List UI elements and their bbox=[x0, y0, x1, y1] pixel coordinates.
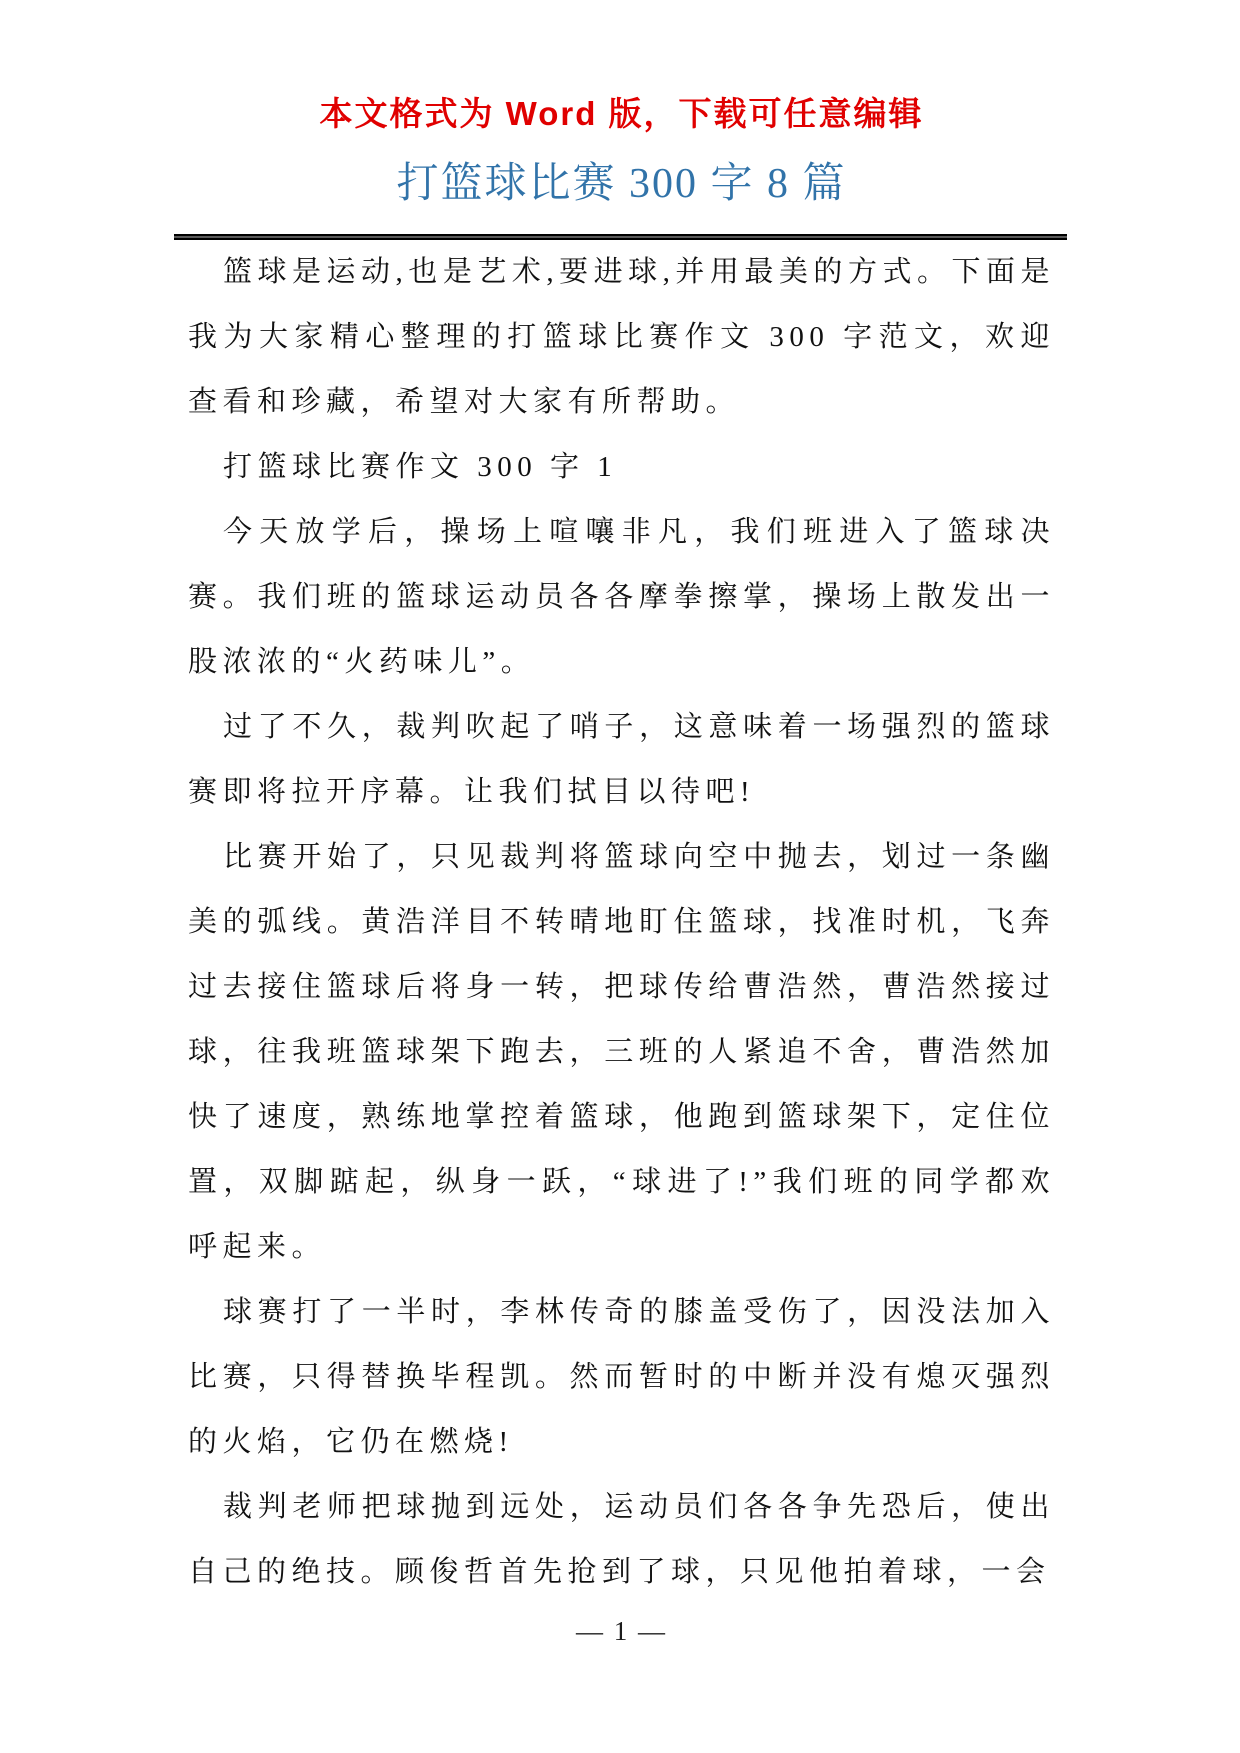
paragraph: 过了不久，裁判吹起了哨子，这意味着一场强烈的篮球赛即将拉开序幕。让我们拭目以待吧! bbox=[188, 711, 1055, 808]
paragraph: 裁判老师把球抛到远处，运动员们各各争先恐后，使出自己的绝技。顾俊哲首先抢到了球，只见他拍着球，一会 bbox=[188, 1491, 1055, 1588]
paragraph: 球赛打了一半时，李林传奇的膝盖受伤了，因没法加入比赛，只得替换毕程凯。然而暂时的中断并没有熄灭强烈的火焰，它仍在燃烧! bbox=[188, 1296, 1055, 1458]
paragraph: 比赛开始了，只见裁判将篮球向空中抛去，划过一条幽美的弧线。黄浩洋目不转晴地盯住篮球，找准时机，飞奔过去接住篮球后将身一转，把球传给曹浩然，曹浩然接过球，往我班篮球架下跑去，三班的人紧追不舍，曹浩然加快了速度，熟练地掌控着篮球，他跑到篮球架下，定住位置，双脚踮起，纵身一跃，“球进了!”我们班的同学都欢呼起来。 bbox=[188, 841, 1055, 1263]
page-number: — 1 — bbox=[576, 1616, 667, 1646]
page-title: 打篮球比赛 300 字 8 篇 bbox=[396, 161, 847, 207]
document-body bbox=[188, 240, 1055, 1605]
format-notice: 本文格式为 Word 版，下载可任意编辑 bbox=[319, 95, 924, 132]
paragraph: 今天放学后，操场上喧嚷非凡，我们班进入了篮球决赛。我们班的篮球运动员各各摩拳擦掌，操场上散发出一股浓浓的“火药味儿”。 bbox=[188, 516, 1055, 678]
paragraph: 打篮球比赛作文 300 字 1 bbox=[223, 451, 618, 483]
paragraph: 篮球是运动,也是艺术,要进球,并用最美的方式。下面是我为大家精心整理的打篮球比赛作文 300 字范文，欢迎查看和珍藏，希望对大家有所帮助。 bbox=[188, 256, 1055, 418]
